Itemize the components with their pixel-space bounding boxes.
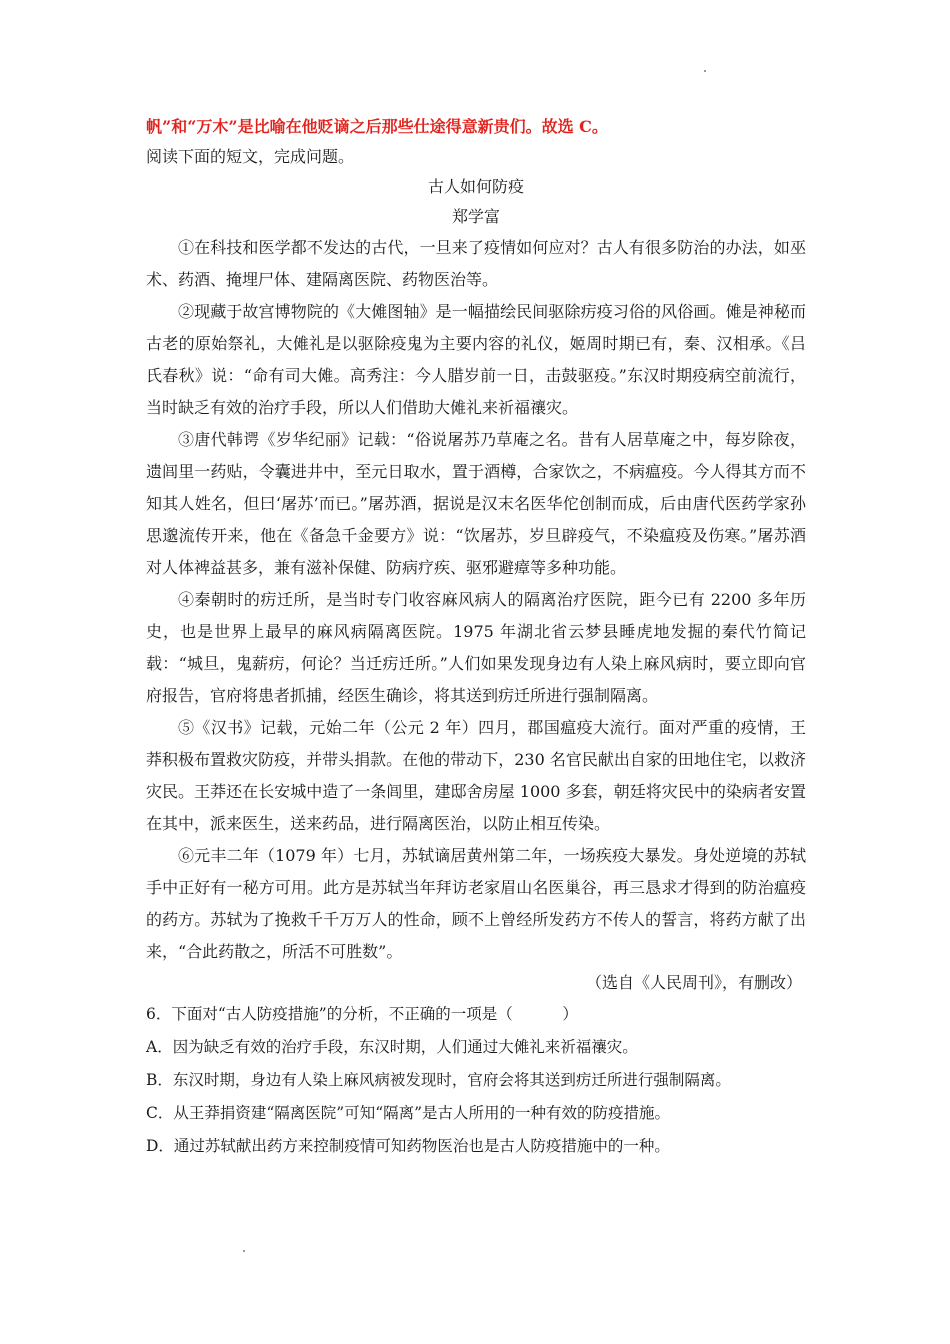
question-stem: [146, 998, 806, 1031]
option-d: D．通过苏轼献出药方来控制疫情可知药物医治也是古人防疫措施中的一种。: [146, 1137, 670, 1155]
previous-answer: 帆”和“万木”是比喻在他贬谪之后那些仕途得意新贵们。故选 C。: [146, 117, 608, 136]
article-paragraph-6: ⑥元丰二年（1079 年）七月，苏轼谪居黄州第二年，一场疾疫大暴发。身处逆境的苏轼手中正好有一秘方可用。此方是苏轼当年拜访老家眉山名医巢谷，再三恳求才得到的防治瘟疫的药方。苏轼为了挽救千千万万人的性命，顾不上曾经所发药方不传人的誓言，将药方献了出来，“合此药散之，所活不可胜数”。: [146, 846, 806, 961]
page-mark: [704, 70, 706, 72]
article-paragraph-3: ③唐代韩谔《岁华纪丽》记载：“俗说屠苏乃草庵之名。昔有人居草庵之中，每岁除夜，遗闾里一药贴，令囊进井中，至元日取水，置于酒樽，合家饮之，不病瘟疫。今人得其方而不知其人姓名，但曰‘屠苏’而已。”屠苏酒，据说是汉末名医华佗创制而成，后由唐代医药学家孙思邈流传开来，他在《备急千金要方》说：“饮屠苏，岁旦辟疫气，不染瘟疫及伤寒。”屠苏酒对人体裨益甚多，兼有滋补保健、防病疗疾、驱邪避瘴等多种功能。: [146, 430, 806, 577]
article-paragraph-1: ①在科技和医学都不发达的古代，一旦来了疫情如何应对？古人有很多防治的办法，如巫术、药酒、掩埋尸体、建隔离医院、药物医治等。: [146, 238, 806, 289]
question-stem-close: ）: [562, 1005, 578, 1023]
question-stem-text: 6．下面对“古人防疫措施”的分析，不正确的一项是（: [146, 1005, 513, 1023]
article-paragraph-2: ②现藏于故宫博物院的《大傩图轴》是一幅描绘民间驱除疠疫习俗的风俗画。傩是神秘而古老的原始祭礼，大傩礼是以驱除疫鬼为主要内容的礼仪，姬周时期已有，秦、汉相承。《吕氏春秋》说：“命有司大傩。高秀注：今人腊岁前一日，击鼓驱疫。”东汉时期疫病空前流行，当时缺乏有效的治疗手段，所以人们借助大傩礼来祈福禳灾。: [146, 302, 806, 417]
article-paragraph-4: ④秦朝时的疠迁所，是当时专门收容麻风病人的隔离治疗医院，距今已有 2200 多年历史，也是世界上最早的麻风病隔离医院。1975 年湖北省云梦县睡虎地发掘的秦代竹简记载：“城旦，鬼薪疠，何论？当迁疠迁所。”人们如果发现身边有人染上麻风病时，要立即向官府报告，官府将患者抓捕，经医生确诊，将其送到疠迁所进行强制隔离。: [146, 590, 806, 705]
document-content: [146, 112, 806, 1163]
option-c: C．从王莽捐资建“隔离医院”可知“隔离”是古人所用的一种有效的防疫措施。: [146, 1104, 671, 1122]
article-title: 古人如何防疫: [427, 177, 524, 196]
option-b: B．东汉时期，身边有人染上麻风病被发现时，官府会将其送到疠迁所进行强制隔离。: [146, 1071, 731, 1089]
page-mark: [243, 1250, 245, 1252]
article-paragraph-5: ⑤《汉书》记载，元始二年（公元 2 年）四月，郡国瘟疫大流行。面对严重的疫情，王莽积极布置救灾防疫，并带头捐款。在他的带动下，230 名官民献出自家的田地住宅，以救济灾民。王莽还在长安城中造了一条闾里，建邸舍房屋 1000 多套，朝廷将灾民中的染病者安置在其中，派来医生，送来药品，进行隔离医治，以防止相互传染。: [146, 718, 806, 833]
article-author: 郑学富: [451, 207, 500, 226]
reading-instruction: 阅读下面的短文，完成问题。: [146, 147, 355, 166]
option-a: A．因为缺乏有效的治疗手段，东汉时期，人们通过大傩礼来祈福禳灾。: [146, 1038, 638, 1056]
article-source: （选自《人民周刊》，有删改）: [585, 973, 802, 992]
